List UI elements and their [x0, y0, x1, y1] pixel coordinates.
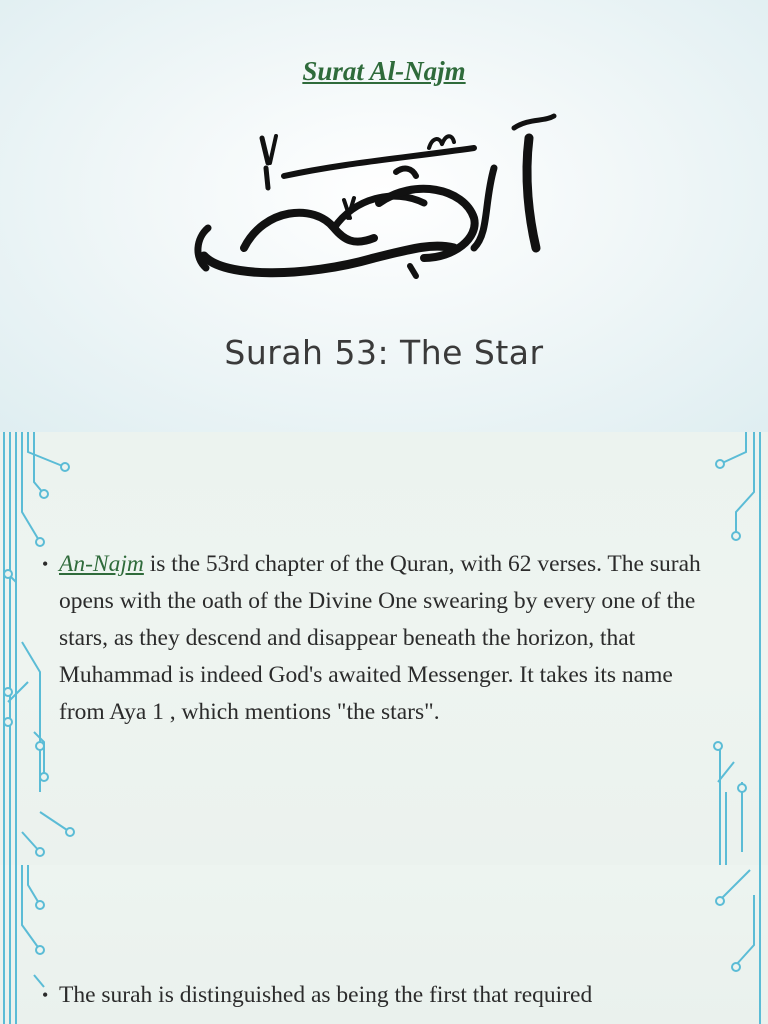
bullet-text [42, 546, 702, 731]
term-an-najm: An-Najm [59, 551, 144, 577]
bullet-text: The surah is distinguished as being the first that required [59, 982, 593, 1008]
slide-title-page [0, 0, 768, 432]
bullet-dot-icon: • [42, 554, 49, 574]
circuit-decoration-right-2 [698, 865, 768, 1024]
slide-title: Surat Al-Najm [302, 56, 466, 86]
slide-content-2 [0, 865, 768, 1024]
slide-content-1 [0, 432, 768, 865]
an-najm-calligraphy-icon [184, 108, 584, 288]
circuit-decoration-right [698, 432, 768, 865]
bullet-surah-distinguished [42, 977, 702, 1014]
bullet-body: is the 53rd chapter of the Quran, with 62 verses. The surah opens with the oath of the Divine One swearing by every one of the stars, as they descend and disappear beneath the horizon, that Muhammad is indeed God's awaited Messenger. It takes its name from Aya 1 , which mentions "the stars". [59, 551, 701, 725]
bullet-an-najm-description [42, 546, 702, 731]
bullet-dot-icon: • [42, 985, 49, 1005]
surah-caption: Surah 53: The Star [224, 333, 544, 372]
